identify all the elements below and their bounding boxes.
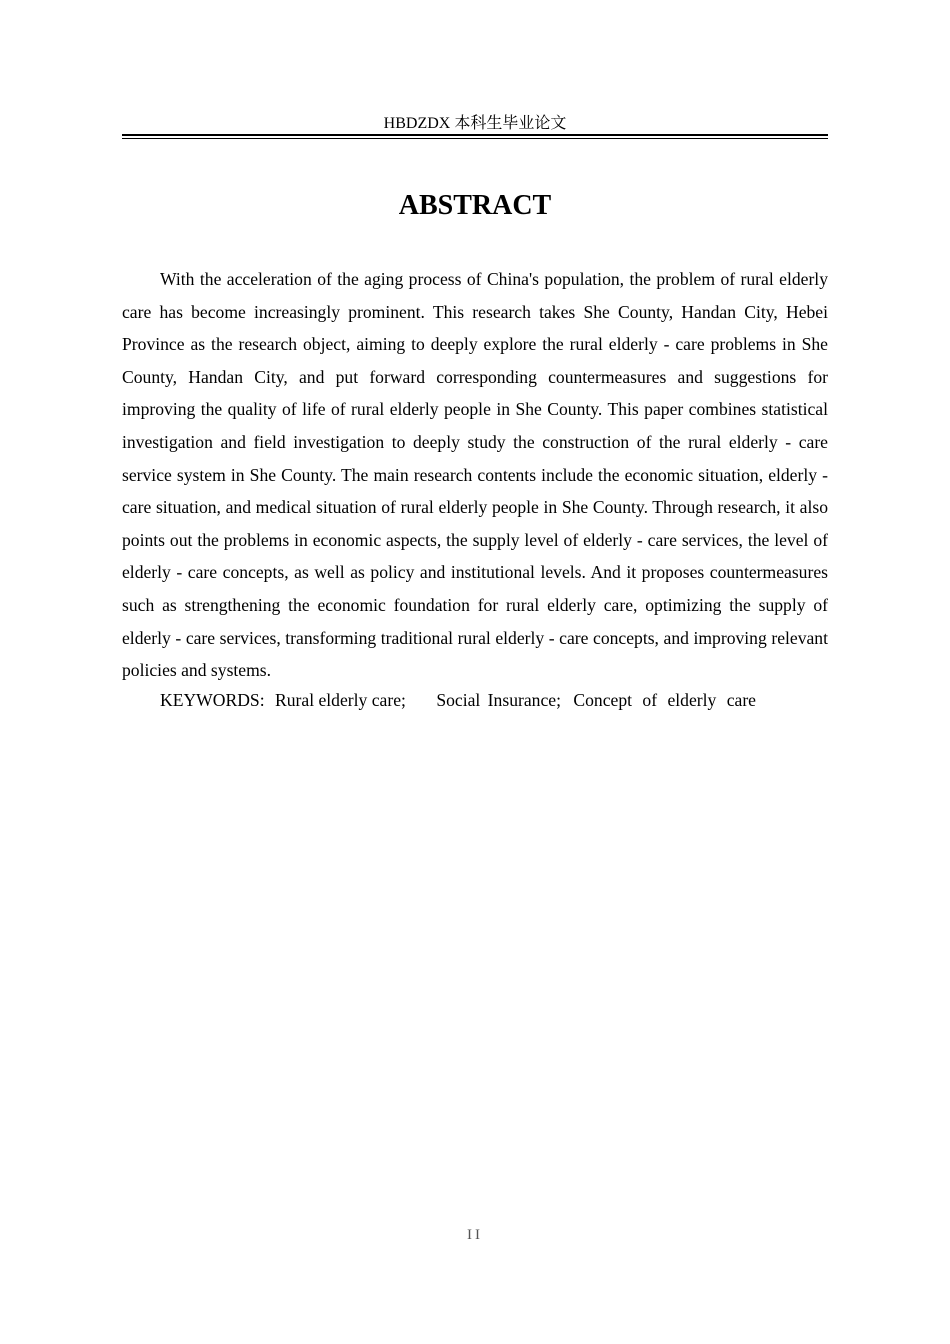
keywords-label: KEYWORDS:: [160, 690, 265, 710]
keyword-item: Social Insurance;: [436, 690, 561, 710]
header-title: HBDZDX 本科生毕业论文: [383, 115, 567, 132]
header-rule-thick: [122, 134, 828, 136]
keywords-line: [160, 688, 840, 712]
page-header: [122, 112, 828, 138]
abstract-title: ABSTRACT: [398, 190, 552, 221]
abstract-paragraph: With the acceleration of the aging process of China's population, the problem of rural elderly care has become increasingly prominent. This research takes She County, Handan City, Hebei Province as the research object, aiming to deeply explore the rural elderly - care problems in She County, Handan City, and put forward corresponding countermeasures and suggestions for improving the quality of life of rural elderly people in She County. This paper combines statistical investigation and field investigation to deeply study the construction of the rural elderly - care service system in She County. The main research contents include the economic situation, elderly - care situation, and medical situation of rural elderly people in She County. Through research, it also points out the problems in economic aspects, the supply level of elderly - care services, the level of elderly - care concepts, as well as policy and institutional levels. And it proposes countermeasures such as strengthening the economic foundation for rural elderly care, optimizing the supply of elderly - care services, transforming traditional rural elderly - care concepts, and improving relevant policies and systems.: [122, 269, 828, 681]
page-number: II: [467, 1227, 483, 1243]
header-rule-thin: [122, 138, 828, 139]
keyword-item: Concept of elderly care: [573, 690, 756, 710]
keyword-item: Rural elderly care;: [275, 690, 406, 710]
